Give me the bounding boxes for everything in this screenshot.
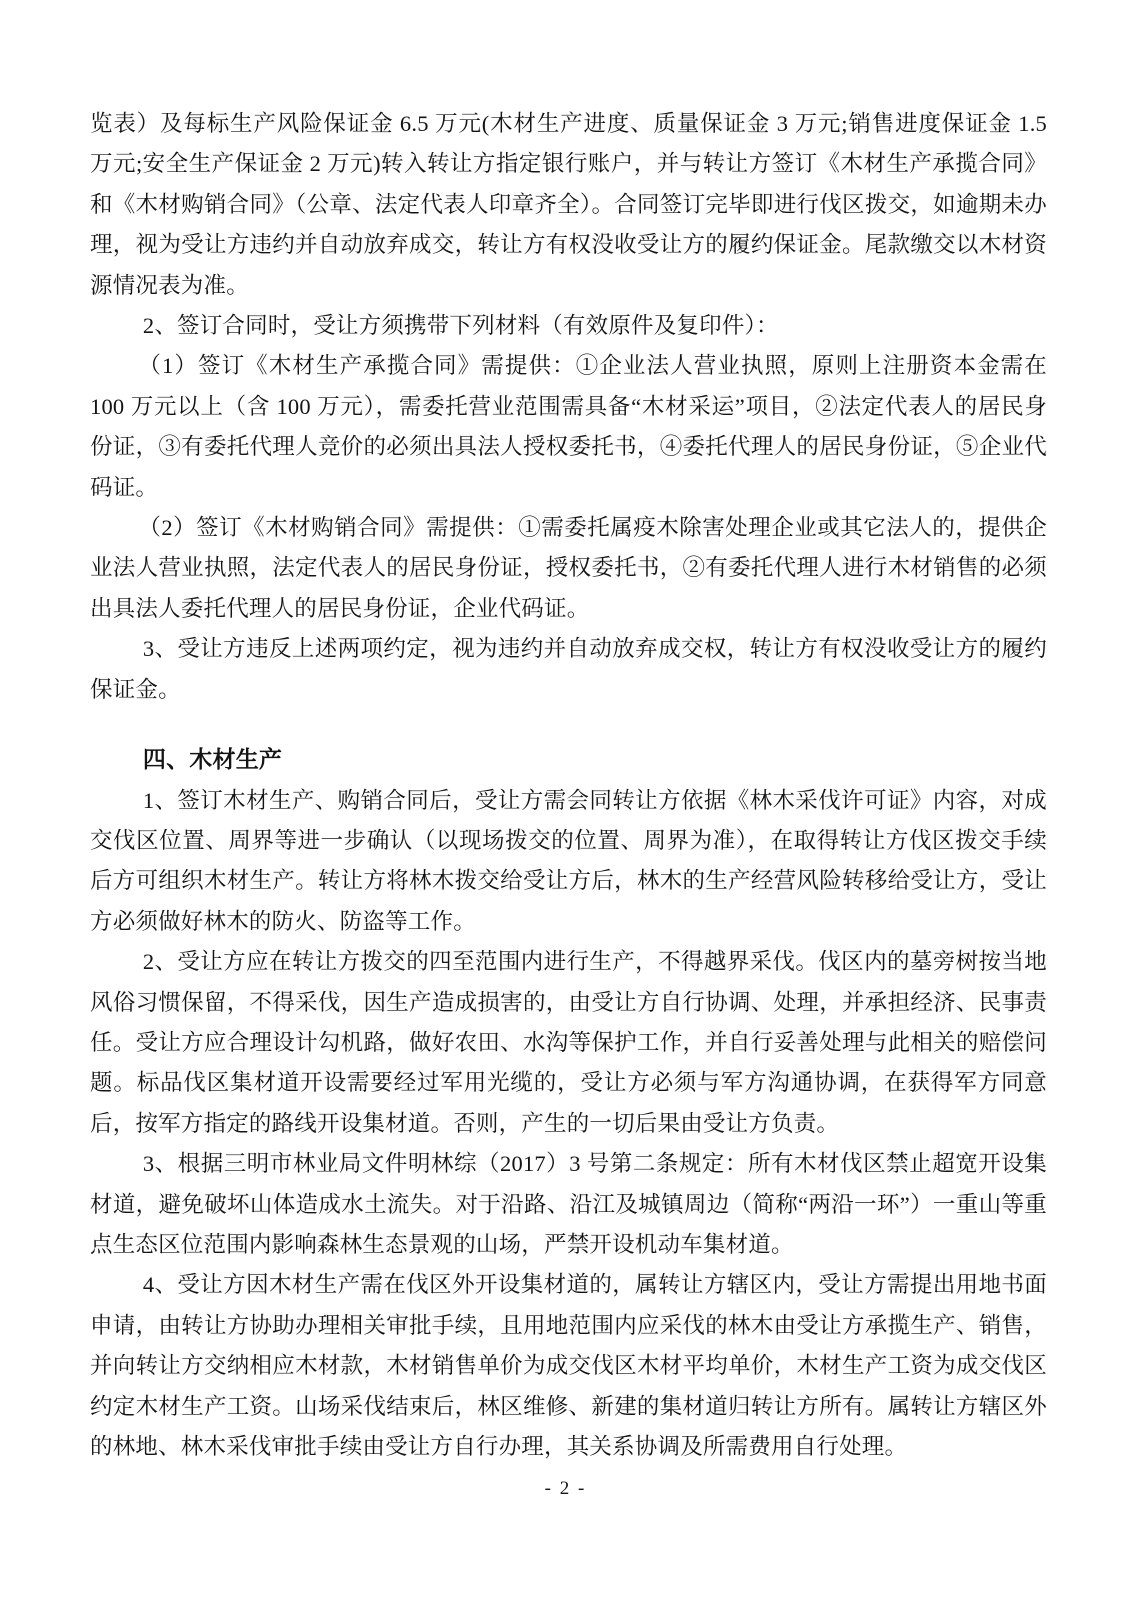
paragraph-sub2-purchase-contract-docs: （2）签订《木材购销合同》需提供：①需委托属疫木除害处理企业或其它法人的，提供企业法人营业执照，法定代表人的居民身份证，授权委托书，②有委托代理人进行木材销售的必须出具法人委托代理人的居民身份证，企业代码证。 bbox=[90, 515, 1047, 621]
paragraph-item3-breach-clause: 3、受让方违反上述两项约定，视为违约并自动放弃成交权，转让方有权没收受让方的履约保证金。 bbox=[90, 636, 1047, 702]
document-body bbox=[90, 104, 1047, 1467]
paragraph-prod-item1-handover: 1、签订木材生产、购销合同后，受让方需会同转让方依据《林木采伐许可证》内容，对成交伐区位置、周界等进一步确认（以现场拨交的位置、周界为准），在取得转让方伐区拨交手续后方可组织木材生产。转让方将林木拨交给受让方后，林木的生产经营风险转移给受让方，受让方必须做好林木的防火、防盗等工作。 bbox=[90, 787, 1047, 934]
paragraph-sub1-production-contract-docs: （1）签订《木材生产承揽合同》需提供：①企业法人营业执照，原则上注册资本金需在 100 万元以上（含 100 万元），需委托营业范围需具备“木材采运”项目，②法定代表人的居民身份证，③有委托代理人竞价的必须出具法人授权委托书，④委托代理人的居民身份证，⑤企业代码证。 bbox=[90, 353, 1047, 500]
paragraph-prod-item2-boundaries: 2、受让方应在转让方拨交的四至范围内进行生产，不得越界采伐。伐区内的墓旁树按当地风俗习惯保留，不得采伐，因生产造成损害的，由受让方自行协调、处理，并承担经济、民事责任。受让方应合理设计勾机路，做好农田、水沟等保护工作，并自行妥善处理与此相关的赔偿问题。标品伐区集材道开设需要经过军用光缆的，受让方必须与军方沟通协调，在获得军方同意后，按军方指定的路线开设集材道。否则，产生的一切后果由受让方负责。 bbox=[90, 949, 1047, 1136]
section-heading-timber-production: 四、木材生产 bbox=[142, 747, 283, 773]
page-number: - 2 - bbox=[544, 1478, 587, 1499]
paragraph-prod-item4-land-use: 4、受让方因木材生产需在伐区外开设集材道的，属转让方辖区内，受让方需提出用地书面申请，由转让方协助办理相关审批手续，且用地范围内应采伐的林木由受让方承揽生产、销售，并向转让方交纳相应木材款，木材销售单价为成交伐区木材平均单价，木材生产工资为成交伐区约定木材生产工资。山场采伐结束后，林区维修、新建的集材道归转让方所有。属转让方辖区外的林地、林木采伐审批手续由受让方自行办理，其关系协调及所需费用自行处理。 bbox=[90, 1272, 1047, 1459]
paragraph-item2-contract-materials: 2、签订合同时，受让方须携带下列材料（有效原件及复印件）： bbox=[142, 313, 779, 339]
paragraph-deposit-terms-continued: 览表）及每标生产风险保证金 6.5 万元(木材生产进度、质量保证金 3 万元;销售进度保证金 1.5 万元;安全生产保证金 2 万元)转入转让方指定银行账户，并与转让方签订《木材生产承揽合同》和《木材购销合同》（公章、法定代表人印章齐全）。合同签订完毕即进行伐区拨交，如逾期未办理，视为受让方违约并自动放弃成交，转让方有权没收受让方的履约保证金。尾款缴交以木材资源情况表为准。 bbox=[90, 111, 1047, 298]
paragraph-prod-item3-skid-road-rules: 3、根据三明市林业局文件明林综（2017）3 号第二条规定：所有木材伐区禁止超宽开设集材道，避免破坏山体造成水土流失。对于沿路、沿江及城镇周边（简称“两沿一环”）一重山等重点生态区位范围内影响森林生态景观的山场，严禁开设机动车集材道。 bbox=[90, 1151, 1047, 1257]
